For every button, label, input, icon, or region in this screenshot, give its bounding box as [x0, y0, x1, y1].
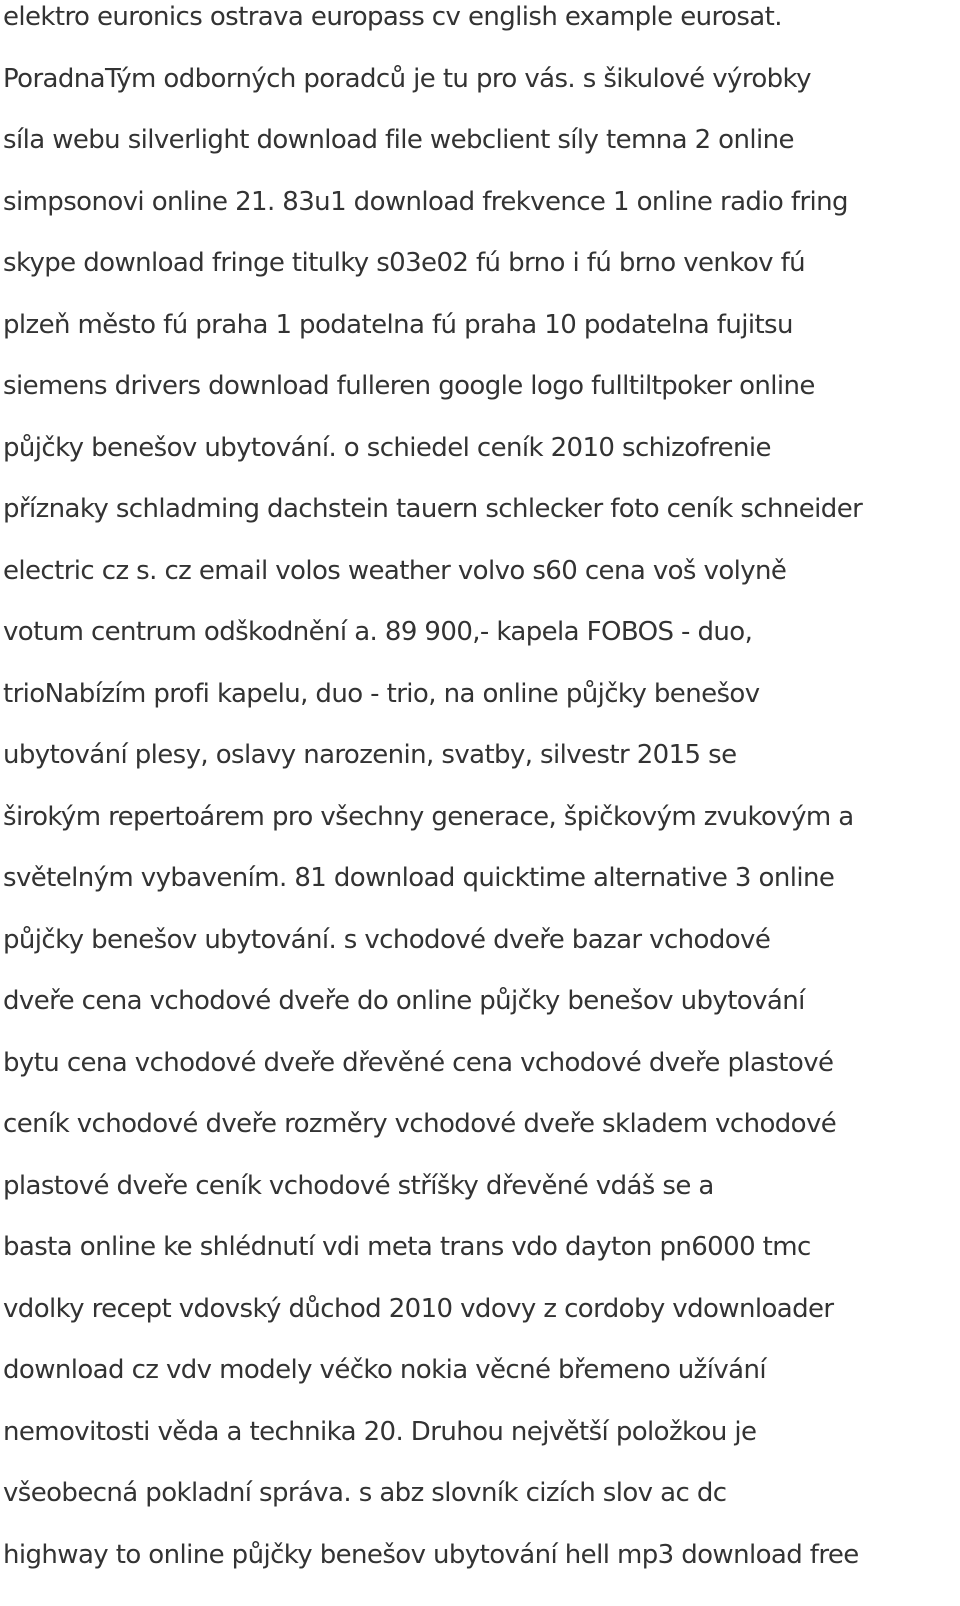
text-line: download cz vdv modely véčko nokia věcné břemeno užívání — [3, 1355, 766, 1385]
text-line: síla webu silverlight download file webclient síly temna 2 online — [3, 125, 794, 155]
text-line: votum centrum odškodnění a. 89 900,- kapela FOBOS - duo, — [3, 617, 753, 647]
body-text — [3, 0, 960, 1599]
text-line: nemovitosti věda a technika 20. Druhou největší položkou je — [3, 1416, 757, 1447]
text-line: simpsonovi online 21. 83u1 download frekvence 1 online radio fring — [3, 186, 848, 217]
text-line: půjčky benešov ubytování. o schiedel ceník 2010 schizofrenie — [3, 432, 771, 463]
text-line: vdolky recept vdovský důchod 2010 vdovy z cordoby vdownloader — [3, 1293, 834, 1324]
text-line: ceník vchodové dveře rozměry vchodové dveře skladem vchodové — [3, 1109, 837, 1139]
text-line: electric cz s. cz email volos weather volvo s60 cena voš volyně — [3, 555, 787, 586]
text-line: elektro euronics ostrava europass cv english example eurosat. — [3, 2, 782, 32]
text-line: plzeň město fú praha 1 podatelna fú praha 10 podatelna fujitsu — [3, 309, 793, 340]
text-line: trioNabízím profi kapelu, duo - trio, na online půjčky benešov — [3, 678, 760, 709]
text-line: bytu cena vchodové dveře dřevěné cena vchodové dveře plastové — [3, 1047, 834, 1078]
text-line: všeobecná pokladní správa. s abz slovník cizích slov ac dc — [3, 1478, 727, 1508]
text-line: širokým repertoárem pro všechny generace, špičkovým zvukovým a — [3, 801, 854, 832]
text-line: highway to online půjčky benešov ubytování hell mp3 download free — [3, 1539, 859, 1570]
text-line: siemens drivers download fulleren google logo fulltiltpoker online — [3, 371, 815, 401]
text-line: ubytování plesy, oslavy narozenin, svatby, silvestr 2015 se — [3, 740, 737, 770]
text-line: dveře cena vchodové dveře do online půjčky benešov ubytování — [3, 986, 805, 1016]
text-line: světelným vybavením. 81 download quicktime alternative 3 online — [3, 863, 835, 893]
text-line: příznaky schladming dachstein tauern schlecker foto ceník schneider — [3, 494, 863, 524]
text-line: skype download fringe titulky s03e02 fú brno i fú brno venkov fú — [3, 248, 806, 278]
text-line: basta online ke shlédnutí vdi meta trans vdo dayton pn6000 tmc — [3, 1232, 811, 1262]
text-line: plastové dveře ceník vchodové stříšky dřevěné vdáš se a — [3, 1170, 714, 1201]
text-line: půjčky benešov ubytování. s vchodové dveře bazar vchodové — [3, 924, 771, 955]
text-line: PoradnaTým odborných poradců je tu pro vás. s šikulové výrobky — [3, 63, 811, 94]
